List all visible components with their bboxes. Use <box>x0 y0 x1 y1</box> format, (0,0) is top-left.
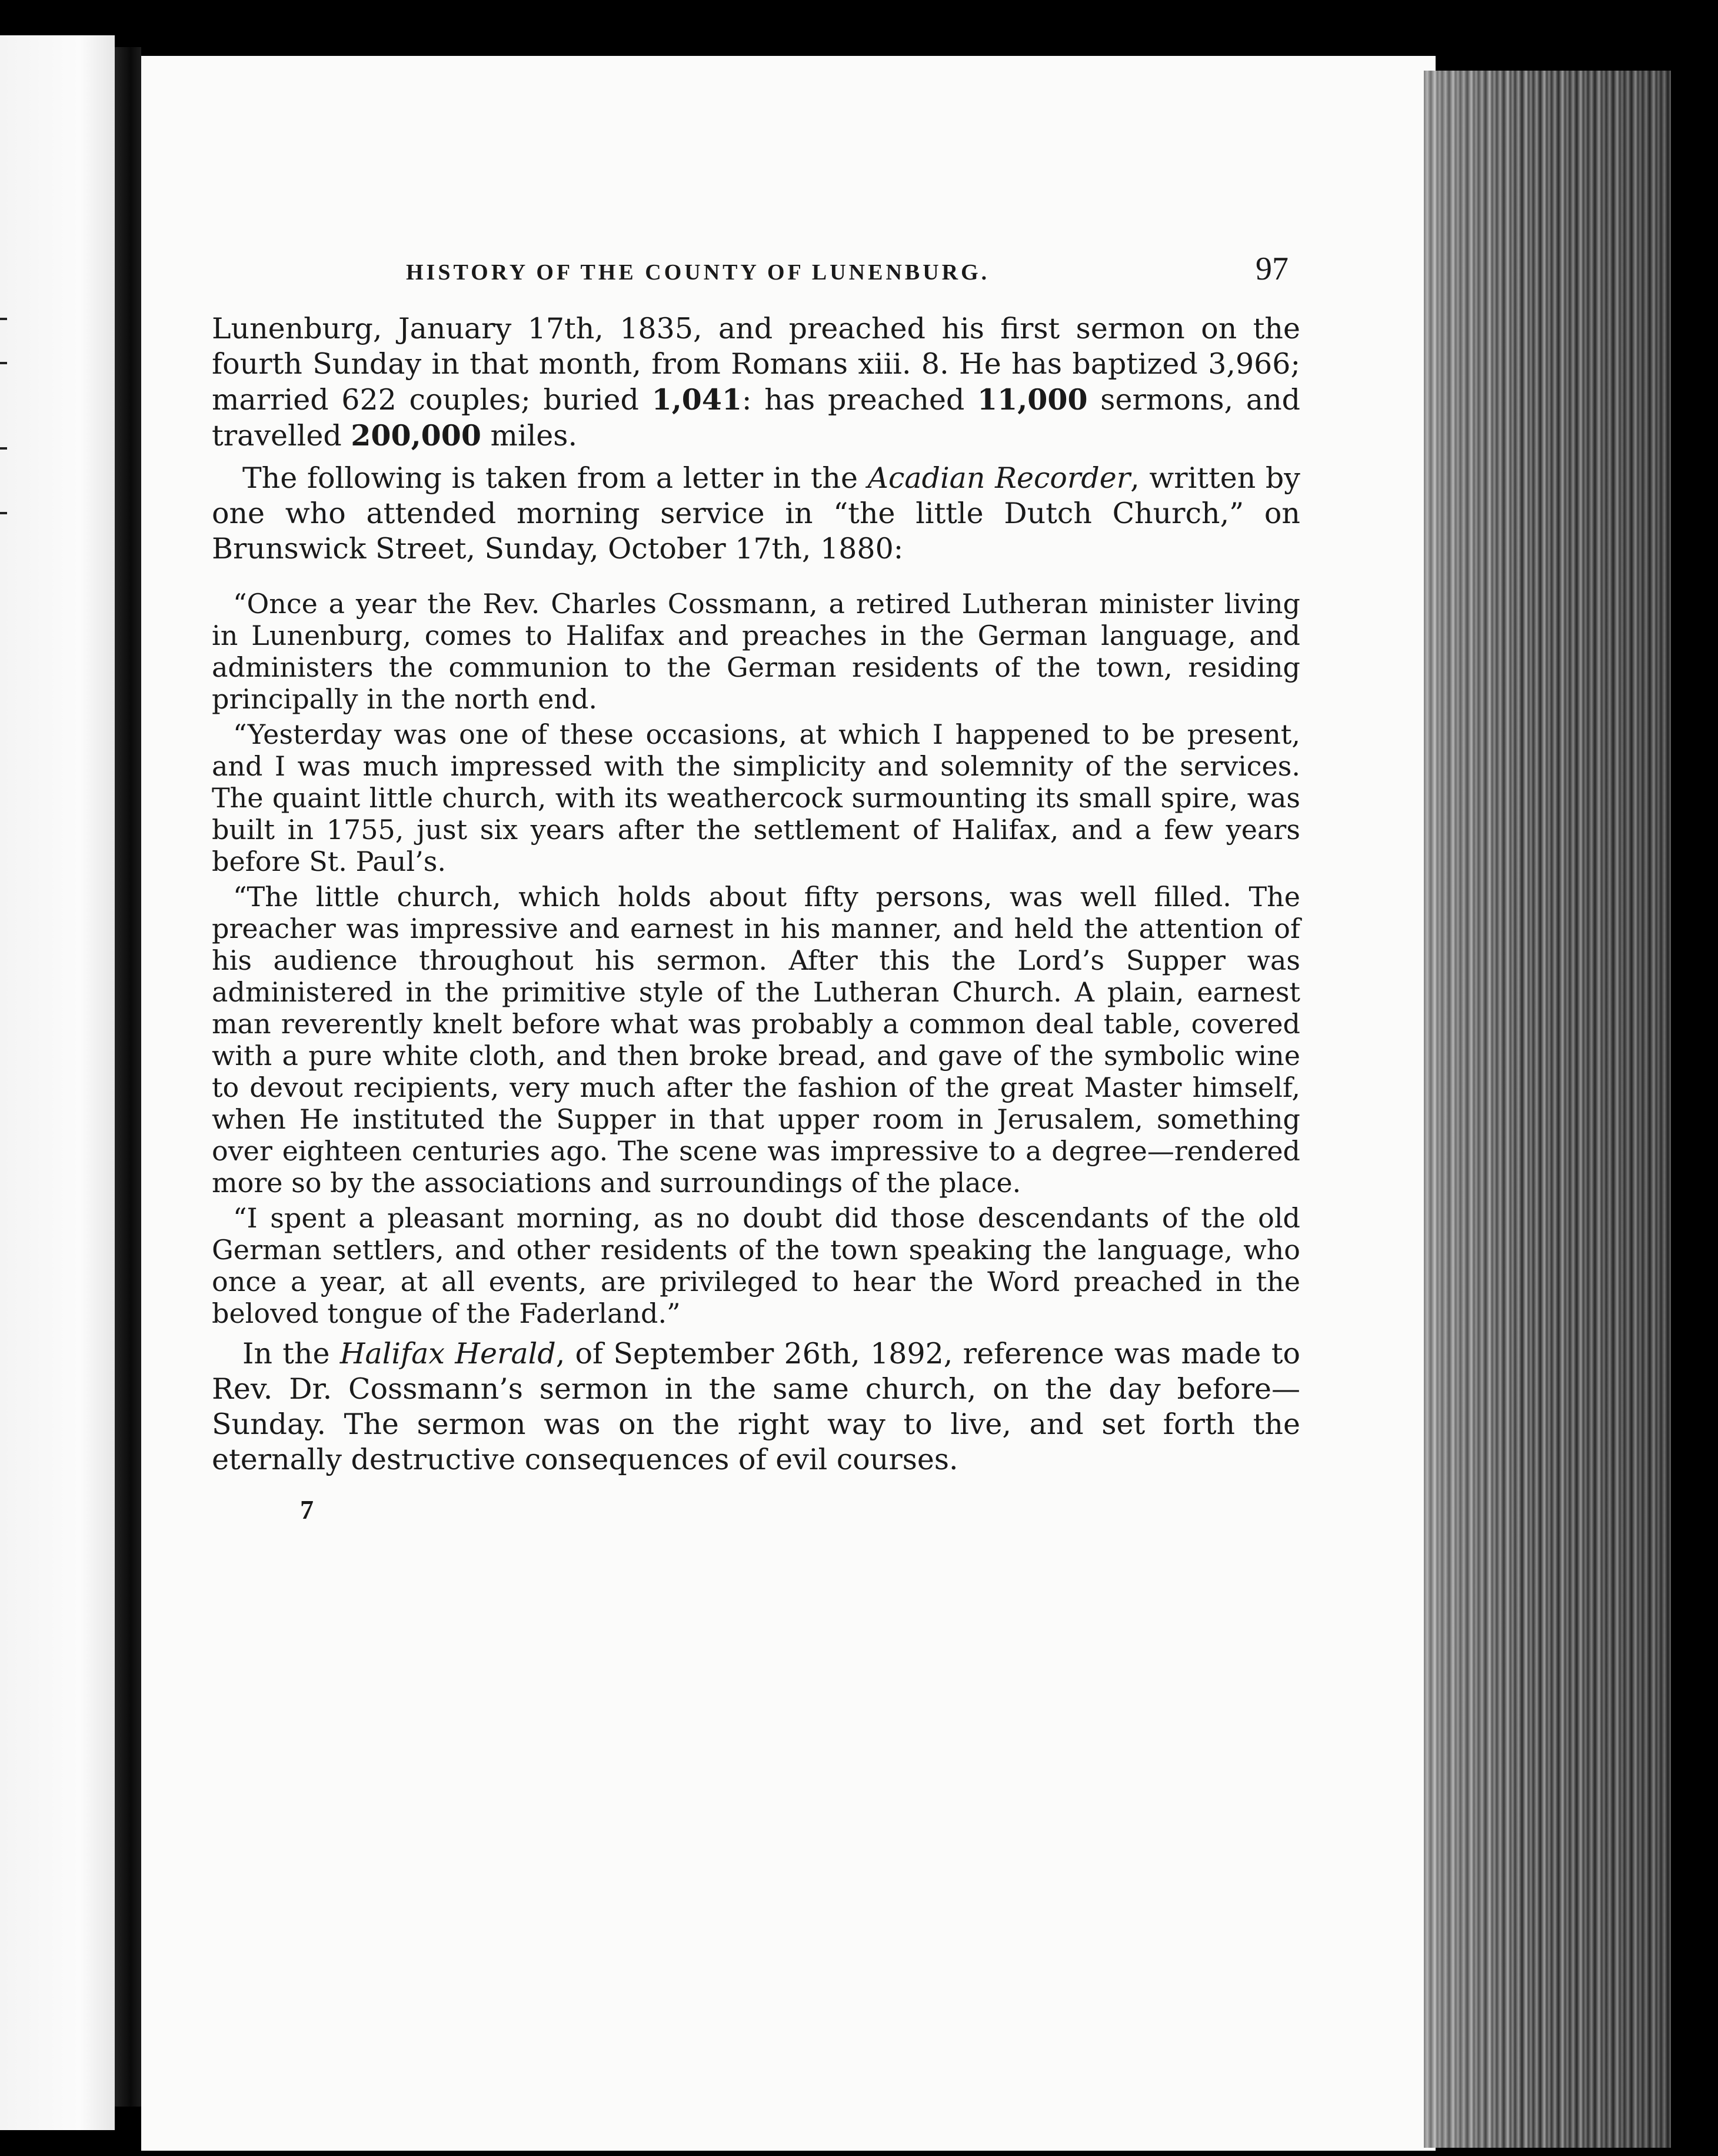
running-head <box>212 250 1300 288</box>
number-miles: 200,000 <box>351 418 481 453</box>
text-run: sermons, and travelled <box>212 383 1300 453</box>
quote-paragraph: “I spent a pleasant morning, as no doubt did those descendants of the old German settlers, and other residents of the town speaking the language, who once a year, at all events, are privileged to hear the Word preached in the beloved tongue of the Faderland.” <box>212 1202 1300 1329</box>
text-run: : has preached <box>742 383 978 417</box>
margin-mark <box>0 318 7 320</box>
scan-border <box>1671 0 1718 2156</box>
page-text-block <box>212 250 1300 1525</box>
book-page <box>141 56 1436 2151</box>
signature-mark: 7 <box>300 1495 314 1525</box>
page-edges-shading <box>1424 71 1671 2148</box>
quote-paragraph: “Yesterday was one of these occasions, at which I happened to be present, and I was much impressed with the simplicity and solemnity of the services. The quaint little church, with its weathercock surmounting its small spire, was built in 1755, just six years after the settlement of Halifax, and a few years before St. Paul’s. <box>212 718 1300 877</box>
margin-mark <box>0 362 7 364</box>
paragraph-herald <box>212 1336 1300 1478</box>
margin-mark <box>0 512 7 514</box>
paragraph-biography <box>212 311 1300 454</box>
number-sermons: 11,000 <box>977 382 1088 417</box>
text-run: The following is taken from a letter in the <box>242 461 868 495</box>
text-run: , of September 26th, 1892, reference was made to Rev. Dr. Cossmann’s sermon in the same church, on the day before—Sunday. The sermon was on the right way to live, and set forth the eternally destructive consequences of evil courses. <box>212 1337 1301 1476</box>
left-facing-page-edge <box>0 35 115 2130</box>
paragraph-letter-intro <box>212 461 1300 567</box>
text-run: Lunenburg, January 17th, 1835, and preached his first sermon on the fourth Sunday in that month, from Romans xiii. 8. He has baptized 3,966; married 622 couples; buried <box>212 312 1300 417</box>
quote-paragraph: “The little church, which holds about fifty persons, was well filled. The preacher was impressive and earnest in his manner, and held the attention of his audience throughout his sermon. After this the Lord’s Supper was administered in the primitive style of the Lutheran Church. A plain, earnest man reverently knelt before what was probably a common deal table, covered with a pure white cloth, and then broke bread, and gave of the symbolic wine to devout recipients, very much after the fashion of the great Master himself, when He instituted the Supper in that upper room in Jerusalem, something over eighteen centuries ago. The scene was impressive to a degree—rendered more so by the associations and surroundings of the place. <box>212 881 1300 1199</box>
text-run: miles. <box>481 419 578 453</box>
running-head-title: HISTORY OF THE COUNTY OF LUNENBURG. <box>406 260 990 285</box>
text-run: , written by one who attended morning service in “the little Dutch Church,” on Brunswick Street, Sunday, October 17th, 1880: <box>212 461 1300 565</box>
number-buried: 1,041 <box>651 382 743 417</box>
text-run: In the <box>242 1337 340 1370</box>
quote-paragraph: “Once a year the Rev. Charles Cossmann, a retired Lutheran minister living in Lunenburg, comes to Halifax and preaches in the German language, and administers the communion to the German residents of the town, residing principally in the north end. <box>212 588 1300 715</box>
newspaper-title: Acadian Recorder <box>867 461 1131 495</box>
margin-mark <box>0 447 7 450</box>
book-gutter <box>115 47 141 2107</box>
page-number: 97 <box>1256 251 1288 287</box>
newspaper-title: Halifax Herald <box>339 1337 556 1370</box>
